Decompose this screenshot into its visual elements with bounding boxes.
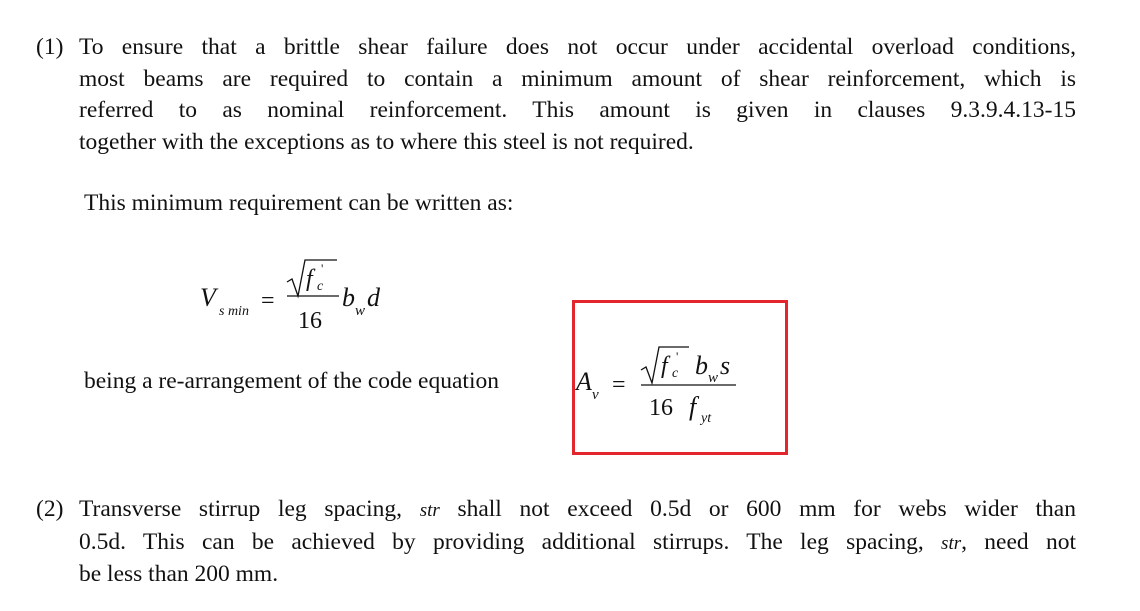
paragraph-2 — [36, 494, 1076, 591]
paragraph-number: (2) — [36, 496, 64, 522]
eq1-b-sub: w — [355, 303, 366, 319]
paragraph-line: Transverse stirrup leg spacing, str shall not exceed 0.5d or 600 mm for webs wider than — [79, 496, 1076, 522]
eq2-num-b-sub: w — [708, 370, 719, 386]
eq1-d: d — [367, 283, 380, 312]
equation-vs-min — [195, 250, 415, 340]
eq1-b: b — [342, 283, 355, 312]
eq2-num-s: s — [720, 351, 731, 380]
eq1-lhs: V — [200, 283, 216, 312]
highlight-box — [572, 300, 788, 455]
paragraph-line: To ensure that a brittle shear failure does not occur under accidental overload conditions, — [79, 34, 1076, 60]
eq2-num-b: b — [695, 351, 708, 380]
paragraph-number: (1) — [36, 34, 64, 60]
eq1-denominator: 16 — [298, 308, 322, 334]
rearrange-text: being a re-arrangement of the code equation — [84, 368, 499, 394]
eq2-num-sub: c — [672, 366, 679, 381]
paragraph-line: be less than 200 mm. — [79, 561, 279, 587]
paragraph-line: together with the exceptions as to where this steel is not required. — [79, 128, 694, 155]
eq2-lhs-sub: v — [592, 387, 599, 403]
eq1-num-sub: c — [317, 279, 324, 294]
eq1-lhs-sub: s min — [219, 304, 249, 319]
eq2-num-f: f — [661, 353, 668, 379]
eq2-den-sub: yt — [701, 411, 712, 426]
str-symbol: str — [941, 532, 962, 554]
paragraph-1 — [36, 32, 1076, 158]
eq1-equals: = — [261, 288, 275, 314]
eq2-lhs: A — [576, 367, 592, 396]
eq2-equals: = — [612, 372, 626, 398]
eq2-num-prime: ' — [676, 349, 679, 364]
eq2-den-16: 16 — [649, 395, 673, 421]
str-symbol: str — [419, 500, 440, 521]
paragraph-line: referred to as nominal reinforcement. This amount is given in clauses 9.3.9.4.13-15 — [79, 97, 1076, 123]
eq2-den-f: f — [689, 392, 697, 421]
eq1-num-f: f — [306, 266, 313, 292]
paragraph-line: 0.5d. This can be achieved by providing additional stirrups. The leg spacing, str, need not — [79, 528, 1077, 555]
eq1-num-prime: ' — [321, 261, 324, 276]
paragraph-line: most beams are required to contain a minimum amount of shear reinforcement, which is — [79, 65, 1076, 92]
intro-text: This minimum requirement can be written as: — [84, 190, 514, 216]
